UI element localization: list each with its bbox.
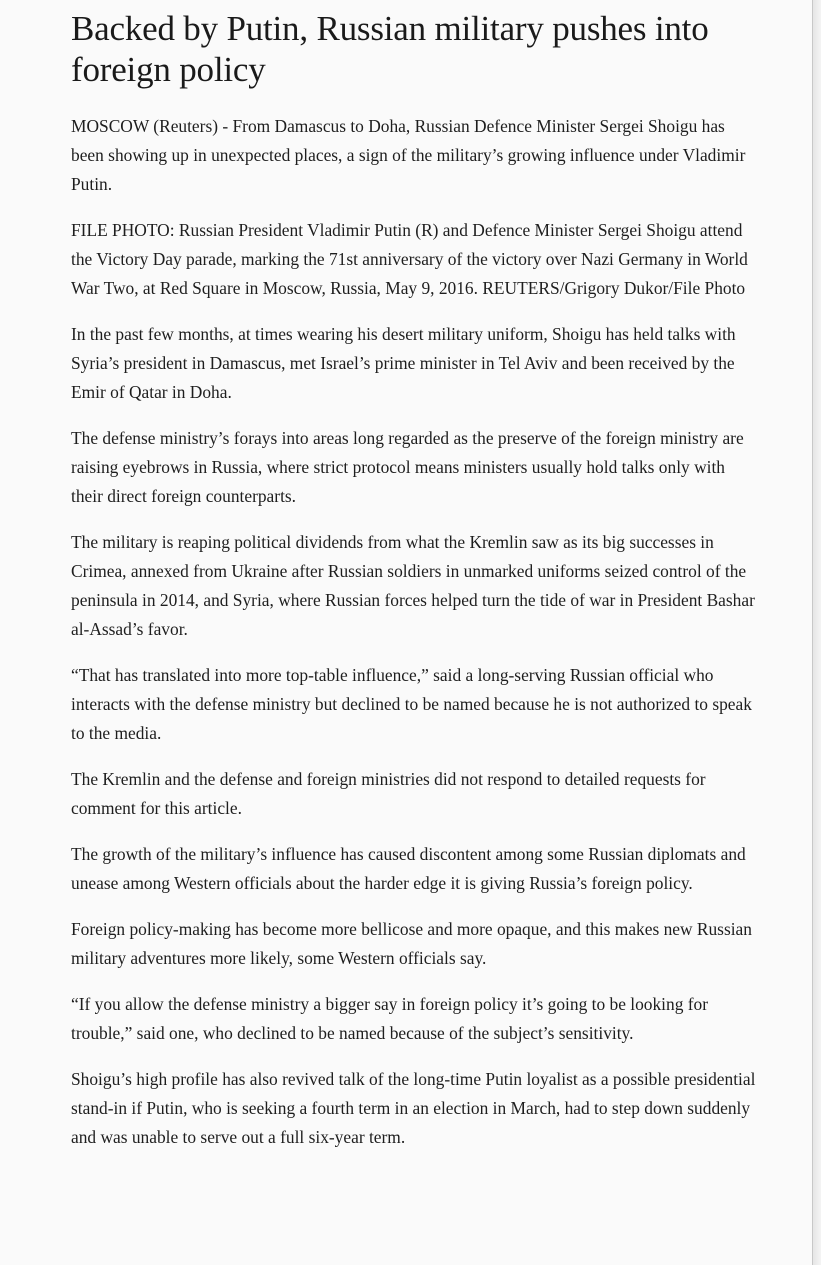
paragraph-quote: “That has translated into more top-table influence,” said a long-serving Russian official who interacts with the defense ministry but declined to be named because he is not authorized to speak to the media. (71, 665, 752, 743)
paragraph-photo-caption: FILE PHOTO: Russian President Vladimir Putin (R) and Defence Minister Sergei Shoigu attend the Victory Day parade, marking the 71st anniversary of the victory over Nazi Germany in World War Two, at Red Square in Moscow, Russia, May 9, 2016. REUTERS/Grigory Dukor/File Photo (71, 220, 748, 298)
paragraph: The growth of the military’s influence has caused discontent among some Russian diplomats and unease among Western officials about the harder edge it is giving Russia’s foreign policy. (71, 844, 746, 893)
paragraph: The Kremlin and the defense and foreign ministries did not respond to detailed requests for comment for this article. (71, 769, 706, 818)
paragraph: Foreign policy-making has become more bellicose and more opaque, and this makes new Russian military adventures more likely, some Western officials say. (71, 919, 752, 968)
article-headline: Backed by Putin, Russian military pushes into foreign policy (71, 9, 709, 89)
paragraph-dateline: MOSCOW (Reuters) - From Damascus to Doha, Russian Defence Minister Sergei Shoigu has been showing up in unexpected places, a sign of the military’s growing influence under Vladimir Putin. (71, 116, 746, 194)
paragraph: In the past few months, at times wearing his desert military uniform, Shoigu has held talks with Syria’s president in Damascus, met Israel’s prime minister in Tel Aviv and been received by the Emir of Qatar in Doha. (71, 324, 736, 402)
article (71, 8, 761, 1169)
paragraph: The military is reaping political dividends from what the Kremlin saw as its big successes in Crimea, annexed from Ukraine after Russian soldiers in unmarked uniforms seized control of the peninsula in 2014, and Syria, where Russian forces helped turn the tide of war in President Bashar al-Assad’s favor. (71, 532, 755, 639)
paragraph: The defense ministry’s forays into areas long regarded as the preserve of the foreign ministry are raising eyebrows in Russia, where strict protocol means ministers usually hold talks only with their direct foreign counterparts. (71, 428, 744, 506)
paragraph-quote: “If you allow the defense ministry a bigger say in foreign policy it’s going to be looking for trouble,” said one, who declined to be named because of the subject’s sensitivity. (71, 994, 709, 1043)
paragraph: Shoigu’s high profile has also revived talk of the long-time Putin loyalist as a possible presidential stand-in if Putin, who is seeking a fourth term in an election in March, had to step down suddenly and was unable to serve out a full six-year term. (71, 1069, 756, 1147)
